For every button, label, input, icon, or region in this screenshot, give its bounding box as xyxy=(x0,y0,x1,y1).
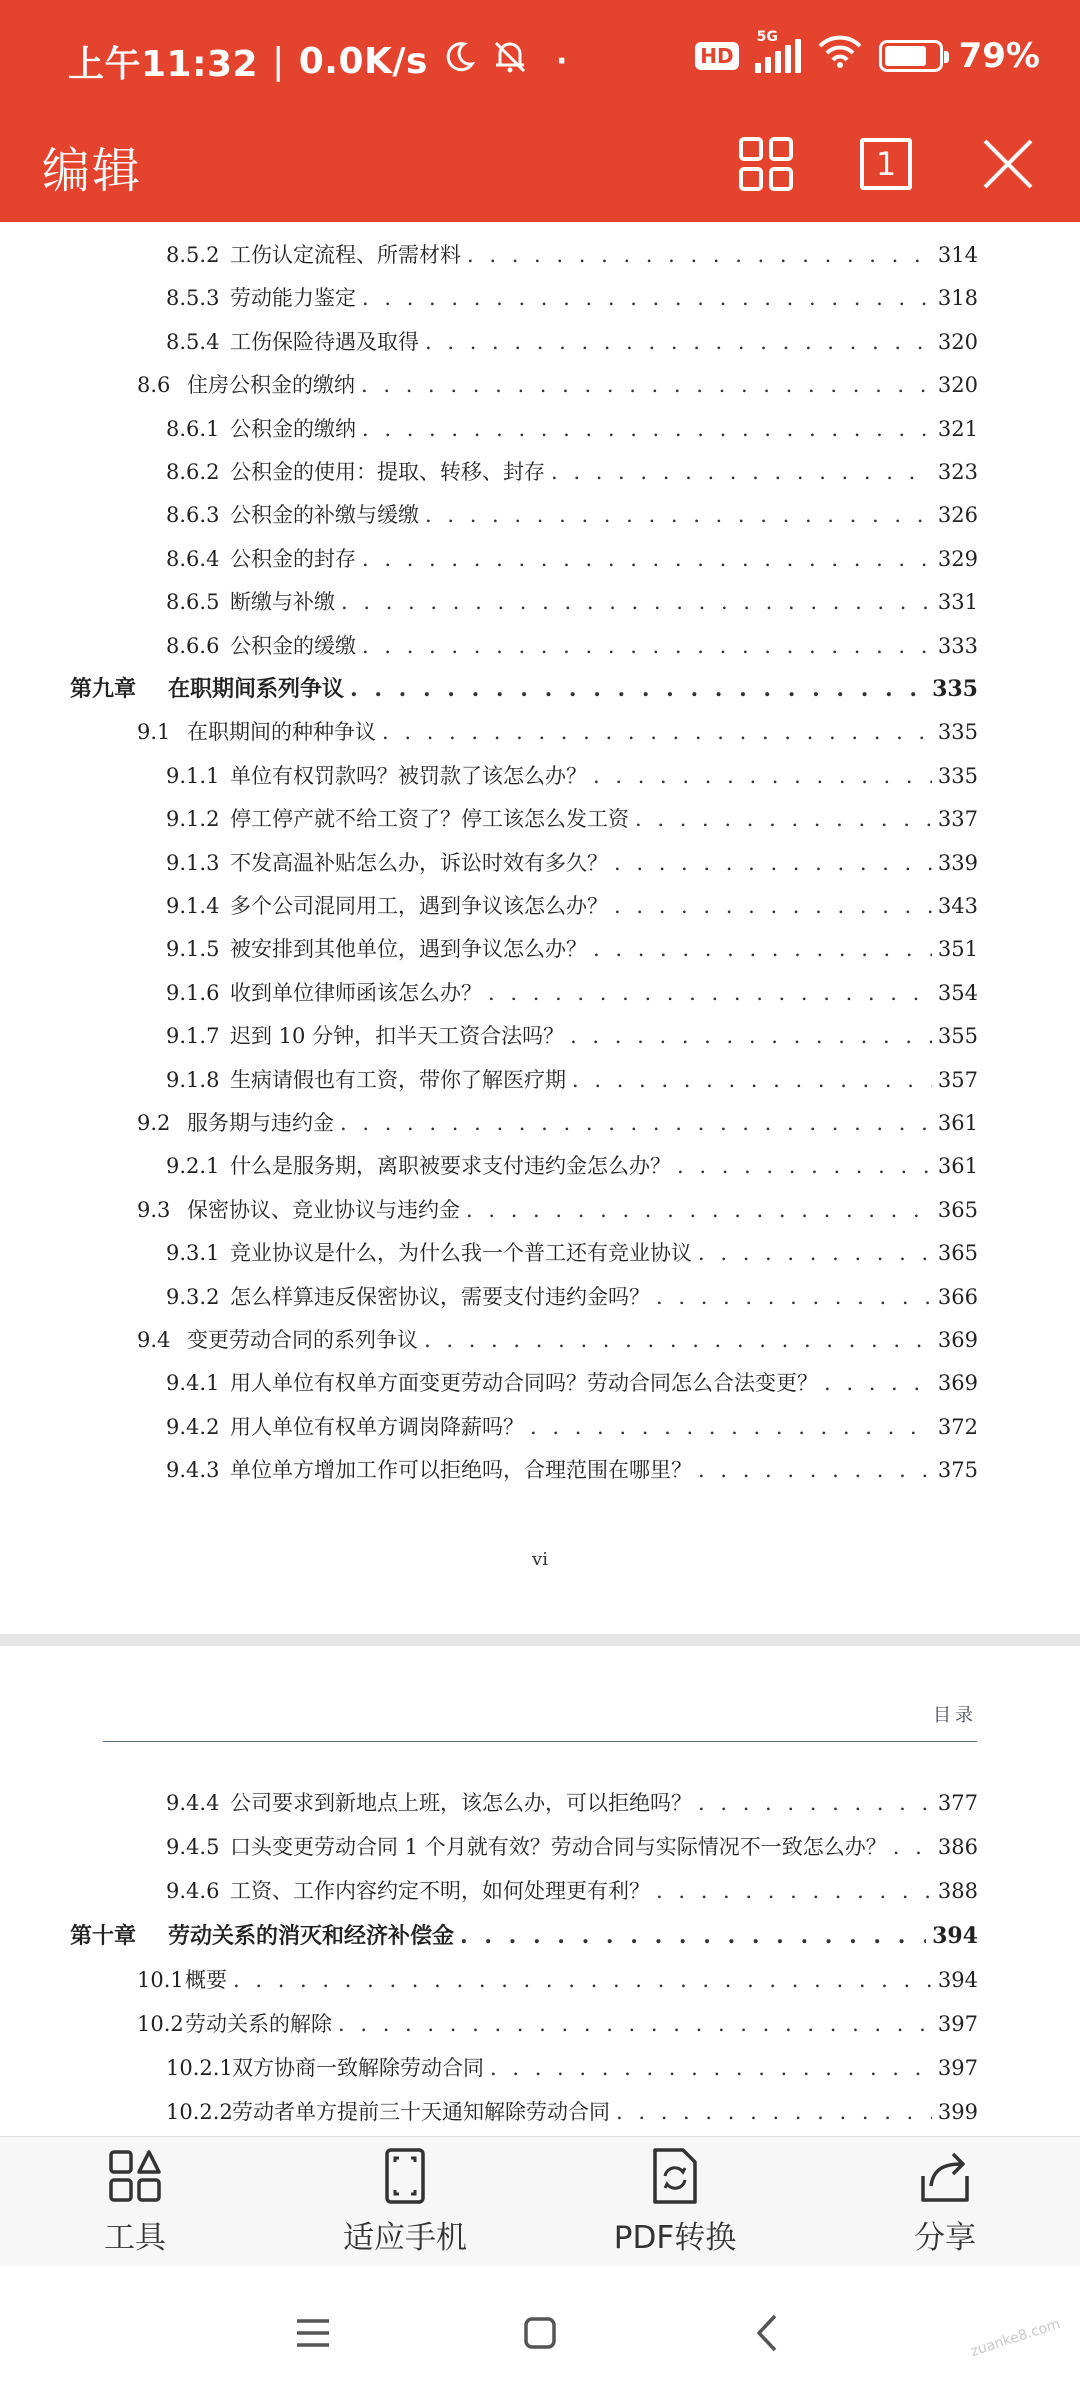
toc-page-number: 361 xyxy=(937,1154,978,1179)
close-button[interactable] xyxy=(968,124,1048,204)
document-page-next xyxy=(0,1646,1080,2136)
toc-leader-dots xyxy=(362,283,932,313)
status-bar xyxy=(0,0,1080,120)
toc-number: 8.6.6 xyxy=(166,633,220,658)
document-viewer[interactable] xyxy=(0,222,1080,2136)
pdf-convert-label: PDF转换 xyxy=(613,2220,737,2256)
toc-leader-dots xyxy=(338,2009,932,2039)
toc-number: 10.1 xyxy=(137,1967,184,1992)
toc-title: 什么是服务期，离职被要求支付违约金怎么办？ xyxy=(230,1154,671,1179)
dot-icon: · xyxy=(555,44,568,79)
toc-title: 劳动能力鉴定 xyxy=(230,286,356,311)
page-indicator: 1 xyxy=(860,138,912,190)
toc-page-number: 320 xyxy=(937,329,978,354)
toc-title: 变更劳动合同的系列争议 xyxy=(187,1328,418,1352)
toc-page-number: 339 xyxy=(937,850,978,875)
wifi-icon xyxy=(817,34,863,77)
status-network-speed: 0.0K/s xyxy=(298,41,428,82)
title-bar xyxy=(0,120,1080,222)
toc-title: 断缴与补缴 xyxy=(230,590,335,615)
toc-entry-row[interactable] xyxy=(166,1021,978,1051)
toc-title: 用人单位有权单方面变更劳动合同吗？劳动合同怎么合法变更？ xyxy=(230,1371,818,1396)
toc-leader-dots xyxy=(490,2053,932,2083)
battery-percent: 79% xyxy=(958,35,1040,76)
toc-number: 8.6 xyxy=(137,373,171,398)
toc-number: 9.1.4 xyxy=(166,894,220,918)
toc-page-number: 361 xyxy=(937,1111,978,1135)
signal-icon xyxy=(755,28,801,73)
toc-entry-row[interactable] xyxy=(166,587,978,617)
tools-button[interactable] xyxy=(25,2146,245,2257)
toc-leader-dots xyxy=(614,891,932,921)
toc-title: 劳动者单方提前三十天通知解除劳动合同 xyxy=(232,2100,610,2125)
toc-page-number: 386 xyxy=(937,1835,978,1860)
toc-leader-dots xyxy=(530,1412,932,1442)
toc-title: 工伤认定流程、所需材料 xyxy=(230,243,461,267)
toc-chapter-row[interactable] xyxy=(70,1921,978,1951)
toc-leader-dots xyxy=(677,1151,932,1181)
toc-leader-dots xyxy=(460,1921,926,1951)
toc-leader-dots xyxy=(893,1832,932,1862)
home-button[interactable] xyxy=(510,2303,570,2363)
toc-leader-dots xyxy=(656,1282,932,1312)
toc-title: 不发高温补贴怎么办，诉讼时效有多久？ xyxy=(230,850,608,875)
toc-page-number: 394 xyxy=(932,1922,978,1949)
toc-leader-dots xyxy=(614,848,932,878)
toc-page-number: 388 xyxy=(937,1879,978,1904)
toc-page-number: 399 xyxy=(937,2100,978,2125)
toc-title: 服务期与违约金 xyxy=(187,1111,334,1135)
toc-page-number: 369 xyxy=(937,1371,978,1396)
toc-page-number: 329 xyxy=(937,546,978,571)
toc-title: 单位单方增加工作可以拒绝吗，合理范围在哪里？ xyxy=(230,1458,692,1483)
toc-entry-row[interactable] xyxy=(166,804,978,834)
tools-label: 工具 xyxy=(104,2220,166,2256)
back-button[interactable] xyxy=(737,2303,797,2363)
pdf-convert-button[interactable] xyxy=(565,2146,785,2257)
toc-page-number: 331 xyxy=(937,590,978,615)
fit-screen-label: 适应手机 xyxy=(343,2220,467,2256)
toc-number: 9.4.1 xyxy=(166,1371,220,1396)
fit-screen-icon xyxy=(375,2146,435,2206)
toc-number: 9.4.2 xyxy=(166,1414,220,1439)
status-left xyxy=(68,36,568,87)
toc-number: 9.1 xyxy=(137,720,171,745)
moon-icon xyxy=(442,40,476,83)
toc-title: 在职期间系列争议 xyxy=(168,676,345,702)
toc-title: 多个公司混同用工，遇到争议该怎么办？ xyxy=(230,894,608,918)
toc-page-number: 366 xyxy=(937,1284,978,1309)
battery-fill xyxy=(885,46,926,66)
toc-leader-dots xyxy=(488,978,932,1008)
status-time: 上午11:32 xyxy=(68,44,259,85)
toc-leader-dots xyxy=(824,1368,932,1398)
toc-title: 概要 xyxy=(185,1967,227,1992)
toc-number: 9.2 xyxy=(137,1111,171,1135)
network-type: 5G xyxy=(756,28,778,45)
close-icon xyxy=(981,137,1035,191)
toc-leader-dots xyxy=(698,1238,932,1268)
toc-entry-row[interactable] xyxy=(166,457,978,487)
toc-leader-dots xyxy=(233,1965,932,1995)
page-separator xyxy=(0,1634,1080,1646)
chevron-left-icon xyxy=(755,2313,779,2353)
toc-number: 10.2.1 xyxy=(166,2056,233,2081)
toc-title: 公司要求到新地点上班，该怎么办，可以拒绝吗？ xyxy=(230,1791,692,1815)
toc-page-number: 351 xyxy=(937,937,978,962)
toc-entry-row[interactable] xyxy=(166,1412,978,1442)
toc-number: 8.5.2 xyxy=(166,243,220,267)
toc-number: 第九章 xyxy=(70,676,137,702)
toc-title: 口头变更劳动合同 1 个月就有效？劳动合同与实际情况不一致怎么办？ xyxy=(230,1835,887,1860)
battery-icon xyxy=(879,40,943,72)
toc-number: 9.2.1 xyxy=(166,1154,220,1179)
toc-page-number: 357 xyxy=(937,1067,978,1092)
toc-entry-row[interactable] xyxy=(137,1325,978,1355)
toc-number: 8.6.1 xyxy=(166,416,220,441)
status-separator: | xyxy=(272,41,285,82)
mute-bell-icon xyxy=(490,39,530,84)
fit-screen-button[interactable] xyxy=(295,2146,515,2257)
watermark-logo: zuanke8.com xyxy=(968,2315,1063,2361)
toc-leader-dots xyxy=(362,544,932,574)
app-header xyxy=(0,0,1080,222)
toc-entry-row[interactable] xyxy=(137,1108,978,1138)
toc-number: 8.6.2 xyxy=(166,460,220,484)
toc-entry-row[interactable] xyxy=(137,1965,978,1995)
toc-number: 9.1.8 xyxy=(166,1067,220,1092)
document-page-vi xyxy=(0,222,1080,1634)
toc-entry-row[interactable] xyxy=(166,1876,978,1906)
toc-entry-row[interactable] xyxy=(166,848,978,878)
toc-number: 第十章 xyxy=(70,1922,137,1949)
toc-page-number: 375 xyxy=(937,1458,978,1483)
recent-apps-button[interactable] xyxy=(283,2303,343,2363)
toc-number: 10.2 xyxy=(137,2012,184,2036)
toc-entry-row[interactable] xyxy=(166,761,978,791)
toc-page-number: 365 xyxy=(937,1197,978,1222)
toc-leader-dots xyxy=(362,414,932,444)
toc-leader-dots xyxy=(425,327,932,357)
toc-page-number: 343 xyxy=(937,894,978,918)
toc-leader-dots xyxy=(466,1195,932,1225)
toc-entry-row[interactable] xyxy=(166,2053,978,2083)
status-right xyxy=(695,28,1040,77)
toc-entry-row[interactable] xyxy=(166,1788,978,1818)
toc-title: 工伤保险待遇及取得 xyxy=(230,329,419,354)
toc-page-number: 314 xyxy=(937,243,978,267)
toc-entry-row[interactable] xyxy=(166,240,978,270)
toc-leader-dots xyxy=(467,240,932,270)
page-indicator-button[interactable] xyxy=(846,124,926,204)
toc-title: 用人单位有权单方调岗降薪吗？ xyxy=(230,1414,524,1439)
menu-icon xyxy=(295,2318,331,2348)
toc-title: 怎么样算违反保密协议，需要支付违约金吗？ xyxy=(230,1284,650,1309)
share-label: 分享 xyxy=(914,2220,976,2256)
toc-leader-dots xyxy=(593,934,932,964)
toc-number: 9.4.6 xyxy=(166,1879,220,1904)
toc-entry-row[interactable] xyxy=(137,717,978,747)
toc-page-number: 397 xyxy=(937,2012,978,2036)
toc-leader-dots xyxy=(362,631,932,661)
toc-title: 单位有权罚款吗？被罚款了该怎么办？ xyxy=(230,763,587,788)
toc-page-number: 321 xyxy=(937,416,978,441)
toc-title: 工资、工作内容约定不明，如何处理更有利？ xyxy=(230,1879,650,1904)
toc-leader-dots xyxy=(593,761,932,791)
toc-number: 10.2.2 xyxy=(166,2100,233,2125)
toc-number: 9.3.1 xyxy=(166,1241,220,1266)
toc-title: 公积金的使用：提取、转移、封存 xyxy=(230,460,545,484)
toc-entry-row[interactable] xyxy=(166,1065,978,1095)
toc-number: 8.6.4 xyxy=(166,546,220,571)
toc-leader-dots xyxy=(616,2097,932,2127)
page-title: 编辑 xyxy=(42,143,143,199)
toc-page-number: 320 xyxy=(937,373,978,398)
toc-entry-row[interactable] xyxy=(166,500,978,530)
toc-entry-row[interactable] xyxy=(166,327,978,357)
toc-page-number: 394 xyxy=(937,1967,978,1992)
toc-entry-row[interactable] xyxy=(166,1238,978,1268)
toc-number: 9.1.7 xyxy=(166,1024,220,1049)
toc-number: 9.1.3 xyxy=(166,850,220,875)
toc-page-number: 333 xyxy=(937,633,978,658)
toc-page-number: 318 xyxy=(937,286,978,311)
system-navigation-bar xyxy=(0,2266,1080,2400)
pdf-convert-icon xyxy=(645,2146,705,2206)
toc-number: 9.3 xyxy=(137,1197,171,1222)
running-header: 目录 xyxy=(103,1696,977,1742)
toc-title: 被安排到其他单位，遇到争议怎么办？ xyxy=(230,937,587,962)
toc-number: 9.1.5 xyxy=(166,937,220,962)
toc-leader-dots xyxy=(635,804,932,834)
toc-entry-row[interactable] xyxy=(166,1455,978,1485)
toc-leader-dots xyxy=(350,674,926,704)
toc-number: 8.5.4 xyxy=(166,329,220,354)
toc-leader-dots xyxy=(341,587,932,617)
toc-leader-dots xyxy=(361,370,932,400)
toc-number: 9.4.4 xyxy=(166,1791,220,1815)
toc-number: 9.4.3 xyxy=(166,1458,220,1483)
toc-leader-dots xyxy=(551,457,932,487)
toc-title: 公积金的缴纳 xyxy=(230,416,356,441)
toc-number: 9.1.6 xyxy=(166,980,220,1005)
toc-leader-dots xyxy=(382,717,932,747)
toc-title: 停工停产就不给工资了？停工该怎么发工资 xyxy=(230,807,629,832)
toc-number: 8.5.3 xyxy=(166,286,220,311)
toc-title: 迟到 10 分钟，扣半天工资合法吗？ xyxy=(230,1024,565,1049)
toc-page-number: 397 xyxy=(937,2056,978,2081)
toc-entry-row[interactable] xyxy=(166,2097,978,2127)
toc-entry-row[interactable] xyxy=(166,934,978,964)
toc-page-number: 365 xyxy=(937,1241,978,1266)
toc-chapter-row[interactable] xyxy=(70,674,978,704)
toc-entry-row[interactable] xyxy=(166,283,978,313)
toc-leader-dots xyxy=(340,1108,932,1138)
toc-title: 在职期间的种种争议 xyxy=(187,720,376,745)
toc-number: 9.4 xyxy=(137,1328,171,1352)
toc-title: 住房公积金的缴纳 xyxy=(187,373,355,398)
toc-page-number: 337 xyxy=(937,807,978,832)
toc-title: 保密协议、竞业协议与违约金 xyxy=(187,1197,460,1222)
toc-page-number: 372 xyxy=(937,1414,978,1439)
toc-number: 9.1.1 xyxy=(166,763,220,788)
toc-page-number: 377 xyxy=(937,1791,978,1815)
toc-entry-row[interactable] xyxy=(166,1832,978,1862)
toc-leader-dots xyxy=(425,500,932,530)
tools-icon xyxy=(105,2146,165,2206)
toc-title: 劳动关系的解除 xyxy=(185,2012,332,2036)
toc-number: 9.4.5 xyxy=(166,1835,220,1860)
toc-title: 双方协商一致解除劳动合同 xyxy=(232,2056,484,2081)
toc-leader-dots xyxy=(572,1065,932,1095)
toc-page-number: 335 xyxy=(937,763,978,788)
toc-entry-row[interactable] xyxy=(137,2009,978,2039)
toc-number: 8.6.5 xyxy=(166,590,220,615)
thumbnail-grid-button[interactable] xyxy=(726,124,806,204)
toc-title: 公积金的补缴与缓缴 xyxy=(230,503,419,528)
toc-title: 公积金的封存 xyxy=(230,546,356,571)
page-number: vi xyxy=(532,1549,548,1570)
toc-leader-dots xyxy=(570,1021,932,1051)
toc-title: 生病请假也有工资，带你了解医疗期 xyxy=(230,1067,566,1092)
toc-entry-row[interactable] xyxy=(137,1195,978,1225)
toc-page-number: 335 xyxy=(932,676,978,702)
toc-page-number: 335 xyxy=(937,720,978,745)
toc-number: 9.1.2 xyxy=(166,807,220,832)
toc-page-number: 354 xyxy=(937,980,978,1005)
toc-entry-row[interactable] xyxy=(166,1151,978,1181)
toc-page-number: 355 xyxy=(937,1024,978,1049)
toc-entry-row[interactable] xyxy=(166,1282,978,1312)
toc-page-number: 369 xyxy=(937,1328,978,1352)
toc-entry-row[interactable] xyxy=(137,370,978,400)
toc-entry-row[interactable] xyxy=(166,891,978,921)
toc-leader-dots xyxy=(698,1788,932,1818)
share-icon xyxy=(915,2146,975,2206)
toc-entry-row[interactable] xyxy=(166,978,978,1008)
home-square-icon xyxy=(523,2316,557,2350)
toc-entry-row[interactable] xyxy=(166,414,978,444)
toc-page-number: 326 xyxy=(937,503,978,528)
toc-page-number: 323 xyxy=(937,460,978,484)
grid-icon xyxy=(738,136,794,192)
hd-badge: HD xyxy=(695,42,738,70)
toc-entry-row[interactable] xyxy=(166,1368,978,1398)
toc-leader-dots xyxy=(698,1455,932,1485)
toc-title: 收到单位律师函该怎么办？ xyxy=(230,980,482,1005)
toc-entry-row[interactable] xyxy=(166,544,978,574)
share-button[interactable] xyxy=(835,2146,1055,2257)
toc-leader-dots xyxy=(656,1876,932,1906)
toc-entry-row[interactable] xyxy=(166,631,978,661)
toc-title: 竞业协议是什么，为什么我一个普工还有竞业协议 xyxy=(230,1241,692,1266)
toc-title: 劳动关系的消灭和经济补偿金 xyxy=(168,1922,455,1949)
toc-leader-dots xyxy=(424,1325,932,1355)
toc-title: 公积金的缓缴 xyxy=(230,633,356,658)
toc-number: 9.3.2 xyxy=(166,1284,220,1309)
toc-number: 8.6.3 xyxy=(166,503,220,528)
bottom-toolbar xyxy=(0,2136,1080,2266)
